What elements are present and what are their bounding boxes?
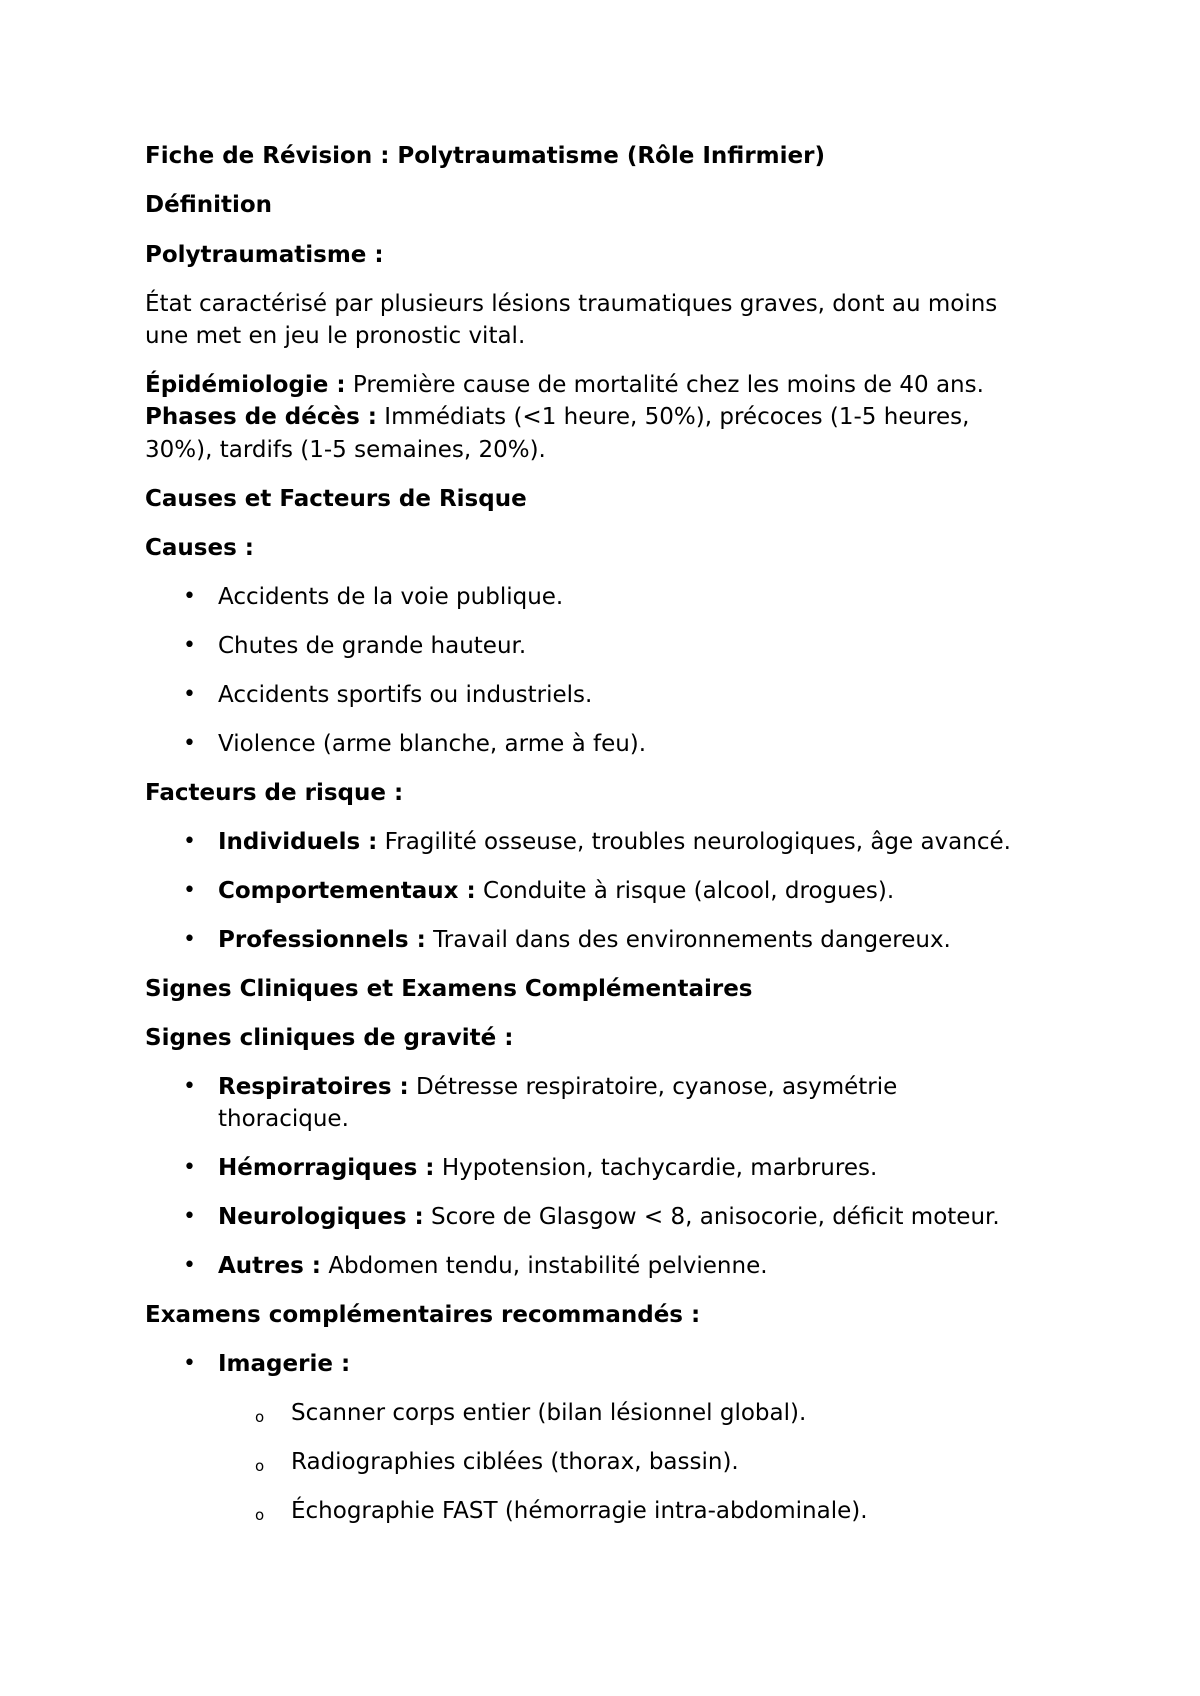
imaging-item: Échographie FAST (hémorragie intra-abdominale). [291, 1498, 868, 1524]
sub-bullet-icon: o [255, 1457, 265, 1475]
bullet-icon: • [183, 829, 196, 854]
phases-line [145, 401, 969, 433]
bullet-icon: • [183, 1253, 196, 1278]
phases-label: Phases de décès : [145, 404, 377, 430]
definition-heading: Définition [145, 192, 273, 218]
epidemiology-line [145, 369, 984, 401]
sub-bullet-icon: o [255, 1408, 265, 1426]
sign-item-text: Hypotension, tachycardie, marbrures. [434, 1155, 878, 1181]
risk-item-label: Professionnels : [218, 927, 426, 953]
sign-item-text: Abdomen tendu, instabilité pelvienne. [321, 1253, 768, 1279]
definition-text-line1: État caractérisé par plusieurs lésions traumatiques graves, dont au moins [145, 291, 998, 317]
imaging-label: Imagerie : [218, 1351, 351, 1377]
imaging-item: Scanner corps entier (bilan lésionnel global). [291, 1400, 807, 1426]
exams-label: Examens complémentaires recommandés : [145, 1302, 701, 1328]
signs-section-heading: Signes Cliniques et Examens Complémentaires [145, 976, 753, 1002]
polytraumatisme-subheading: Polytraumatisme : [145, 242, 384, 268]
risk-factors-label: Facteurs de risque : [145, 780, 404, 806]
risk-item-label: Comportementaux : [218, 878, 476, 904]
sign-item [218, 1201, 1000, 1233]
sign-item [218, 1250, 768, 1282]
cause-item: Accidents sportifs ou industriels. [218, 682, 593, 708]
bullet-icon: • [183, 1155, 196, 1180]
sign-item-text: Score de Glasgow < 8, anisocorie, déficit moteur. [423, 1204, 1000, 1230]
bullet-icon: • [183, 1074, 196, 1099]
signs-label: Signes cliniques de gravité : [145, 1025, 514, 1051]
risk-item-text: Fragilité osseuse, troubles neurologiques, âge avancé. [377, 829, 1011, 855]
epidemiology-text: Première cause de mortalité chez les moins de 40 ans. [345, 372, 984, 398]
causes-section-heading: Causes et Facteurs de Risque [145, 486, 527, 512]
sign-item-label: Hémorragiques : [218, 1155, 435, 1181]
document-title: Fiche de Révision : Polytraumatisme (Rôle Infirmier) [145, 143, 825, 169]
sign-item-label: Neurologiques : [218, 1204, 424, 1230]
sign-item-label: Respiratoires : [218, 1074, 409, 1100]
risk-item-label: Individuels : [218, 829, 378, 855]
cause-item: Accidents de la voie publique. [218, 584, 564, 610]
imaging-item: Radiographies ciblées (thorax, bassin). [291, 1449, 739, 1475]
bullet-icon: • [183, 927, 196, 952]
risk-item-text: Conduite à risque (alcool, drogues). [475, 878, 895, 904]
bullet-icon: • [183, 1204, 196, 1229]
causes-label: Causes : [145, 535, 254, 561]
phases-text-line1: Immédiats (<1 heure, 50%), précoces (1-5 heures, [377, 404, 970, 430]
cause-item: Chutes de grande hauteur. [218, 633, 527, 659]
sign-item [218, 1152, 877, 1184]
phases-text-line2: 30%), tardifs (1-5 semaines, 20%). [145, 437, 546, 463]
risk-item [218, 826, 1011, 858]
bullet-icon: • [183, 878, 196, 903]
sign-item-label: Autres : [218, 1253, 322, 1279]
epidemiology-label: Épidémiologie : [145, 372, 346, 398]
bullet-icon: • [183, 584, 196, 609]
sign-item-text: Détresse respiratoire, cyanose, asymétrie [408, 1074, 898, 1100]
cause-item: Violence (arme blanche, arme à feu). [218, 731, 647, 757]
bullet-icon: • [183, 633, 196, 658]
definition-text-line2: une met en jeu le pronostic vital. [145, 323, 526, 349]
bullet-icon: • [183, 682, 196, 707]
bullet-icon: • [183, 731, 196, 756]
risk-item [218, 875, 894, 907]
risk-item-text: Travail dans des environnements dangereux. [425, 927, 951, 953]
sign-item [218, 1071, 897, 1103]
risk-item [218, 924, 951, 956]
sign-item-continuation: thoracique. [218, 1106, 349, 1132]
bullet-icon: • [183, 1351, 196, 1376]
sub-bullet-icon: o [255, 1506, 265, 1524]
